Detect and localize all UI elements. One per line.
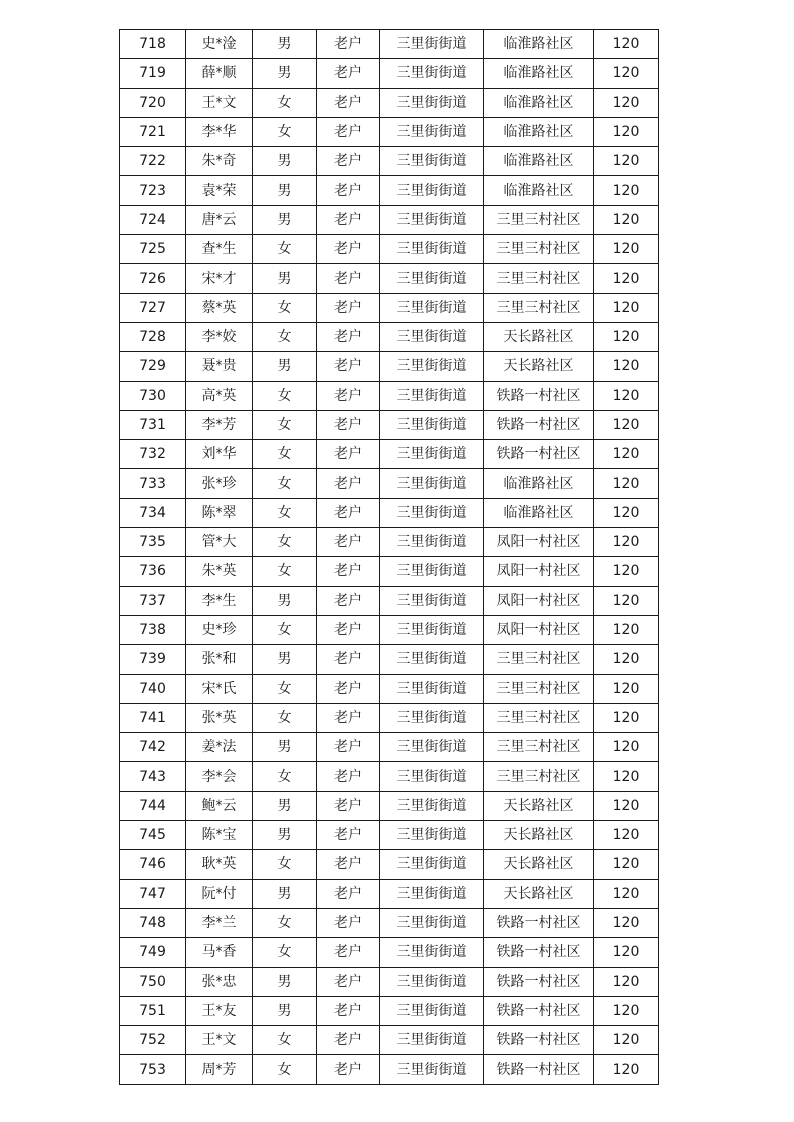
table-row bbox=[120, 147, 659, 176]
table-row bbox=[120, 850, 659, 879]
cell-gender: 女 bbox=[253, 469, 317, 498]
cell-street: 三里街街道 bbox=[380, 645, 484, 674]
cell-name: 李*生 bbox=[186, 586, 253, 615]
cell-type: 老户 bbox=[317, 147, 380, 176]
cell-name: 张*英 bbox=[186, 703, 253, 732]
cell-type: 老户 bbox=[317, 469, 380, 498]
cell-gender: 男 bbox=[253, 791, 317, 820]
cell-no: 739 bbox=[120, 645, 186, 674]
cell-amount: 120 bbox=[594, 440, 659, 469]
cell-amount: 120 bbox=[594, 908, 659, 937]
table-row bbox=[120, 30, 659, 59]
table-row bbox=[120, 469, 659, 498]
table-row bbox=[120, 674, 659, 703]
cell-type: 老户 bbox=[317, 733, 380, 762]
cell-name: 李*华 bbox=[186, 117, 253, 146]
cell-no: 728 bbox=[120, 322, 186, 351]
cell-name: 王*友 bbox=[186, 996, 253, 1025]
cell-community: 三里三村社区 bbox=[484, 205, 594, 234]
cell-type: 老户 bbox=[317, 176, 380, 205]
cell-no: 719 bbox=[120, 59, 186, 88]
cell-type: 老户 bbox=[317, 703, 380, 732]
cell-gender: 女 bbox=[253, 498, 317, 527]
table-row bbox=[120, 821, 659, 850]
cell-community: 三里三村社区 bbox=[484, 264, 594, 293]
cell-no: 749 bbox=[120, 938, 186, 967]
table-row bbox=[120, 205, 659, 234]
cell-amount: 120 bbox=[594, 528, 659, 557]
cell-street: 三里街街道 bbox=[380, 30, 484, 59]
cell-community: 铁路一村社区 bbox=[484, 908, 594, 937]
cell-name: 高*英 bbox=[186, 381, 253, 410]
cell-no: 751 bbox=[120, 996, 186, 1025]
cell-amount: 120 bbox=[594, 235, 659, 264]
cell-type: 老户 bbox=[317, 264, 380, 293]
cell-no: 748 bbox=[120, 908, 186, 937]
cell-amount: 120 bbox=[594, 879, 659, 908]
cell-no: 736 bbox=[120, 557, 186, 586]
table-row bbox=[120, 586, 659, 615]
cell-gender: 女 bbox=[253, 117, 317, 146]
table-row bbox=[120, 938, 659, 967]
cell-street: 三里街街道 bbox=[380, 147, 484, 176]
cell-type: 老户 bbox=[317, 498, 380, 527]
cell-gender: 女 bbox=[253, 557, 317, 586]
cell-type: 老户 bbox=[317, 762, 380, 791]
cell-street: 三里街街道 bbox=[380, 410, 484, 439]
cell-name: 查*生 bbox=[186, 235, 253, 264]
table-row bbox=[120, 322, 659, 351]
cell-gender: 女 bbox=[253, 615, 317, 644]
cell-street: 三里街街道 bbox=[380, 176, 484, 205]
cell-type: 老户 bbox=[317, 381, 380, 410]
cell-no: 733 bbox=[120, 469, 186, 498]
cell-name: 张*忠 bbox=[186, 967, 253, 996]
cell-type: 老户 bbox=[317, 410, 380, 439]
table-row bbox=[120, 352, 659, 381]
cell-name: 阮*付 bbox=[186, 879, 253, 908]
cell-amount: 120 bbox=[594, 381, 659, 410]
table-row bbox=[120, 88, 659, 117]
cell-type: 老户 bbox=[317, 586, 380, 615]
cell-type: 老户 bbox=[317, 645, 380, 674]
cell-name: 张*和 bbox=[186, 645, 253, 674]
cell-street: 三里街街道 bbox=[380, 938, 484, 967]
cell-no: 726 bbox=[120, 264, 186, 293]
cell-name: 耿*英 bbox=[186, 850, 253, 879]
cell-gender: 女 bbox=[253, 440, 317, 469]
table-row bbox=[120, 733, 659, 762]
cell-name: 陈*翠 bbox=[186, 498, 253, 527]
cell-community: 铁路一村社区 bbox=[484, 938, 594, 967]
cell-no: 724 bbox=[120, 205, 186, 234]
cell-street: 三里街街道 bbox=[380, 733, 484, 762]
cell-community: 铁路一村社区 bbox=[484, 967, 594, 996]
cell-no: 731 bbox=[120, 410, 186, 439]
cell-type: 老户 bbox=[317, 235, 380, 264]
cell-no: 753 bbox=[120, 1055, 186, 1084]
records-table bbox=[119, 29, 659, 1085]
cell-no: 722 bbox=[120, 147, 186, 176]
cell-gender: 女 bbox=[253, 762, 317, 791]
table-row bbox=[120, 235, 659, 264]
cell-no: 743 bbox=[120, 762, 186, 791]
cell-community: 天长路社区 bbox=[484, 322, 594, 351]
cell-name: 张*珍 bbox=[186, 469, 253, 498]
cell-name: 袁*荣 bbox=[186, 176, 253, 205]
cell-gender: 女 bbox=[253, 938, 317, 967]
cell-community: 三里三村社区 bbox=[484, 235, 594, 264]
cell-amount: 120 bbox=[594, 703, 659, 732]
cell-amount: 120 bbox=[594, 850, 659, 879]
cell-gender: 男 bbox=[253, 996, 317, 1025]
cell-gender: 女 bbox=[253, 1055, 317, 1084]
table-row bbox=[120, 117, 659, 146]
table-row bbox=[120, 645, 659, 674]
cell-community: 天长路社区 bbox=[484, 879, 594, 908]
table-row bbox=[120, 703, 659, 732]
cell-name: 唐*云 bbox=[186, 205, 253, 234]
table-row bbox=[120, 410, 659, 439]
cell-name: 宋*才 bbox=[186, 264, 253, 293]
cell-type: 老户 bbox=[317, 205, 380, 234]
cell-street: 三里街街道 bbox=[380, 850, 484, 879]
cell-gender: 男 bbox=[253, 586, 317, 615]
cell-no: 721 bbox=[120, 117, 186, 146]
cell-community: 临淮路社区 bbox=[484, 176, 594, 205]
cell-community: 临淮路社区 bbox=[484, 498, 594, 527]
cell-community: 临淮路社区 bbox=[484, 30, 594, 59]
cell-name: 宋*氏 bbox=[186, 674, 253, 703]
table-row bbox=[120, 176, 659, 205]
cell-community: 临淮路社区 bbox=[484, 147, 594, 176]
cell-street: 三里街街道 bbox=[380, 674, 484, 703]
cell-amount: 120 bbox=[594, 293, 659, 322]
cell-street: 三里街街道 bbox=[380, 469, 484, 498]
cell-community: 铁路一村社区 bbox=[484, 1026, 594, 1055]
cell-street: 三里街街道 bbox=[380, 293, 484, 322]
cell-gender: 男 bbox=[253, 30, 317, 59]
cell-name: 马*香 bbox=[186, 938, 253, 967]
cell-amount: 120 bbox=[594, 674, 659, 703]
cell-amount: 120 bbox=[594, 821, 659, 850]
cell-type: 老户 bbox=[317, 1055, 380, 1084]
cell-street: 三里街街道 bbox=[380, 528, 484, 557]
table-row bbox=[120, 293, 659, 322]
cell-no: 752 bbox=[120, 1026, 186, 1055]
cell-name: 聂*贵 bbox=[186, 352, 253, 381]
cell-gender: 男 bbox=[253, 733, 317, 762]
cell-name: 朱*英 bbox=[186, 557, 253, 586]
cell-street: 三里街街道 bbox=[380, 791, 484, 820]
cell-no: 744 bbox=[120, 791, 186, 820]
cell-amount: 120 bbox=[594, 1055, 659, 1084]
cell-community: 天长路社区 bbox=[484, 850, 594, 879]
table-row bbox=[120, 381, 659, 410]
cell-community: 天长路社区 bbox=[484, 821, 594, 850]
cell-no: 742 bbox=[120, 733, 186, 762]
cell-type: 老户 bbox=[317, 615, 380, 644]
cell-street: 三里街街道 bbox=[380, 59, 484, 88]
cell-type: 老户 bbox=[317, 791, 380, 820]
cell-gender: 女 bbox=[253, 674, 317, 703]
cell-community: 三里三村社区 bbox=[484, 645, 594, 674]
cell-type: 老户 bbox=[317, 967, 380, 996]
cell-type: 老户 bbox=[317, 30, 380, 59]
cell-gender: 男 bbox=[253, 176, 317, 205]
cell-gender: 女 bbox=[253, 528, 317, 557]
cell-gender: 女 bbox=[253, 322, 317, 351]
table-row bbox=[120, 615, 659, 644]
cell-name: 李*会 bbox=[186, 762, 253, 791]
cell-gender: 男 bbox=[253, 264, 317, 293]
cell-type: 老户 bbox=[317, 88, 380, 117]
table-row bbox=[120, 498, 659, 527]
cell-gender: 女 bbox=[253, 381, 317, 410]
cell-no: 723 bbox=[120, 176, 186, 205]
table-row bbox=[120, 528, 659, 557]
table-row bbox=[120, 879, 659, 908]
cell-street: 三里街街道 bbox=[380, 1026, 484, 1055]
cell-gender: 男 bbox=[253, 205, 317, 234]
cell-street: 三里街街道 bbox=[380, 703, 484, 732]
cell-amount: 120 bbox=[594, 322, 659, 351]
cell-no: 745 bbox=[120, 821, 186, 850]
cell-no: 737 bbox=[120, 586, 186, 615]
cell-amount: 120 bbox=[594, 791, 659, 820]
cell-amount: 120 bbox=[594, 586, 659, 615]
cell-community: 铁路一村社区 bbox=[484, 410, 594, 439]
cell-street: 三里街街道 bbox=[380, 908, 484, 937]
cell-street: 三里街街道 bbox=[380, 352, 484, 381]
cell-street: 三里街街道 bbox=[380, 1055, 484, 1084]
table-row bbox=[120, 1055, 659, 1084]
cell-community: 凤阳一村社区 bbox=[484, 528, 594, 557]
cell-no: 725 bbox=[120, 235, 186, 264]
cell-type: 老户 bbox=[317, 293, 380, 322]
cell-amount: 120 bbox=[594, 1026, 659, 1055]
cell-amount: 120 bbox=[594, 615, 659, 644]
cell-type: 老户 bbox=[317, 440, 380, 469]
cell-type: 老户 bbox=[317, 996, 380, 1025]
cell-gender: 男 bbox=[253, 967, 317, 996]
cell-street: 三里街街道 bbox=[380, 586, 484, 615]
cell-no: 732 bbox=[120, 440, 186, 469]
cell-name: 王*文 bbox=[186, 1026, 253, 1055]
cell-street: 三里街街道 bbox=[380, 440, 484, 469]
cell-street: 三里街街道 bbox=[380, 117, 484, 146]
cell-type: 老户 bbox=[317, 1026, 380, 1055]
cell-name: 史*珍 bbox=[186, 615, 253, 644]
cell-amount: 120 bbox=[594, 176, 659, 205]
cell-amount: 120 bbox=[594, 264, 659, 293]
cell-gender: 女 bbox=[253, 293, 317, 322]
cell-no: 741 bbox=[120, 703, 186, 732]
cell-name: 史*淦 bbox=[186, 30, 253, 59]
cell-street: 三里街街道 bbox=[380, 381, 484, 410]
cell-name: 周*芳 bbox=[186, 1055, 253, 1084]
cell-amount: 120 bbox=[594, 762, 659, 791]
cell-community: 铁路一村社区 bbox=[484, 1055, 594, 1084]
cell-gender: 男 bbox=[253, 59, 317, 88]
cell-community: 临淮路社区 bbox=[484, 469, 594, 498]
cell-street: 三里街街道 bbox=[380, 88, 484, 117]
cell-amount: 120 bbox=[594, 938, 659, 967]
cell-name: 李*姣 bbox=[186, 322, 253, 351]
cell-type: 老户 bbox=[317, 117, 380, 146]
cell-community: 凤阳一村社区 bbox=[484, 586, 594, 615]
cell-no: 727 bbox=[120, 293, 186, 322]
cell-name: 刘*华 bbox=[186, 440, 253, 469]
cell-gender: 男 bbox=[253, 821, 317, 850]
cell-type: 老户 bbox=[317, 674, 380, 703]
cell-amount: 120 bbox=[594, 88, 659, 117]
cell-type: 老户 bbox=[317, 557, 380, 586]
cell-name: 鲍*云 bbox=[186, 791, 253, 820]
cell-gender: 男 bbox=[253, 147, 317, 176]
cell-gender: 女 bbox=[253, 908, 317, 937]
table-row bbox=[120, 762, 659, 791]
cell-amount: 120 bbox=[594, 498, 659, 527]
cell-gender: 女 bbox=[253, 88, 317, 117]
cell-gender: 女 bbox=[253, 703, 317, 732]
cell-community: 三里三村社区 bbox=[484, 293, 594, 322]
cell-amount: 120 bbox=[594, 557, 659, 586]
cell-type: 老户 bbox=[317, 908, 380, 937]
cell-street: 三里街街道 bbox=[380, 557, 484, 586]
cell-type: 老户 bbox=[317, 528, 380, 557]
records-table-body bbox=[120, 30, 659, 1085]
cell-no: 747 bbox=[120, 879, 186, 908]
cell-name: 李*兰 bbox=[186, 908, 253, 937]
cell-name: 姜*法 bbox=[186, 733, 253, 762]
cell-no: 730 bbox=[120, 381, 186, 410]
cell-name: 朱*奇 bbox=[186, 147, 253, 176]
cell-gender: 女 bbox=[253, 850, 317, 879]
table-row bbox=[120, 996, 659, 1025]
cell-type: 老户 bbox=[317, 879, 380, 908]
cell-gender: 男 bbox=[253, 352, 317, 381]
cell-street: 三里街街道 bbox=[380, 967, 484, 996]
cell-gender: 女 bbox=[253, 410, 317, 439]
cell-street: 三里街街道 bbox=[380, 322, 484, 351]
cell-street: 三里街街道 bbox=[380, 879, 484, 908]
cell-type: 老户 bbox=[317, 352, 380, 381]
cell-gender: 男 bbox=[253, 645, 317, 674]
table-row bbox=[120, 1026, 659, 1055]
cell-amount: 120 bbox=[594, 967, 659, 996]
cell-amount: 120 bbox=[594, 205, 659, 234]
cell-name: 王*文 bbox=[186, 88, 253, 117]
cell-no: 734 bbox=[120, 498, 186, 527]
cell-type: 老户 bbox=[317, 322, 380, 351]
cell-type: 老户 bbox=[317, 850, 380, 879]
cell-street: 三里街街道 bbox=[380, 264, 484, 293]
cell-name: 李*芳 bbox=[186, 410, 253, 439]
cell-amount: 120 bbox=[594, 59, 659, 88]
cell-amount: 120 bbox=[594, 147, 659, 176]
table-row bbox=[120, 967, 659, 996]
cell-community: 三里三村社区 bbox=[484, 762, 594, 791]
cell-no: 750 bbox=[120, 967, 186, 996]
cell-amount: 120 bbox=[594, 733, 659, 762]
cell-street: 三里街街道 bbox=[380, 615, 484, 644]
cell-gender: 女 bbox=[253, 235, 317, 264]
cell-no: 735 bbox=[120, 528, 186, 557]
cell-community: 铁路一村社区 bbox=[484, 440, 594, 469]
cell-type: 老户 bbox=[317, 59, 380, 88]
cell-type: 老户 bbox=[317, 821, 380, 850]
cell-name: 陈*宝 bbox=[186, 821, 253, 850]
cell-street: 三里街街道 bbox=[380, 205, 484, 234]
cell-amount: 120 bbox=[594, 410, 659, 439]
cell-gender: 女 bbox=[253, 1026, 317, 1055]
cell-community: 凤阳一村社区 bbox=[484, 557, 594, 586]
cell-amount: 120 bbox=[594, 469, 659, 498]
cell-no: 740 bbox=[120, 674, 186, 703]
cell-community: 天长路社区 bbox=[484, 791, 594, 820]
table-row bbox=[120, 440, 659, 469]
cell-no: 729 bbox=[120, 352, 186, 381]
cell-street: 三里街街道 bbox=[380, 235, 484, 264]
cell-community: 三里三村社区 bbox=[484, 733, 594, 762]
cell-street: 三里街街道 bbox=[380, 762, 484, 791]
cell-name: 薛*顺 bbox=[186, 59, 253, 88]
cell-community: 临淮路社区 bbox=[484, 117, 594, 146]
cell-no: 746 bbox=[120, 850, 186, 879]
table-row bbox=[120, 59, 659, 88]
cell-no: 738 bbox=[120, 615, 186, 644]
cell-street: 三里街街道 bbox=[380, 498, 484, 527]
cell-community: 铁路一村社区 bbox=[484, 381, 594, 410]
table-row bbox=[120, 908, 659, 937]
cell-amount: 120 bbox=[594, 352, 659, 381]
cell-gender: 男 bbox=[253, 879, 317, 908]
cell-community: 铁路一村社区 bbox=[484, 996, 594, 1025]
cell-name: 蔡*英 bbox=[186, 293, 253, 322]
cell-amount: 120 bbox=[594, 117, 659, 146]
cell-amount: 120 bbox=[594, 996, 659, 1025]
cell-amount: 120 bbox=[594, 30, 659, 59]
cell-amount: 120 bbox=[594, 645, 659, 674]
table-row bbox=[120, 557, 659, 586]
table-row bbox=[120, 791, 659, 820]
table-row bbox=[120, 264, 659, 293]
cell-community: 临淮路社区 bbox=[484, 88, 594, 117]
cell-type: 老户 bbox=[317, 938, 380, 967]
cell-community: 凤阳一村社区 bbox=[484, 615, 594, 644]
cell-name: 管*大 bbox=[186, 528, 253, 557]
cell-no: 720 bbox=[120, 88, 186, 117]
cell-street: 三里街街道 bbox=[380, 821, 484, 850]
cell-no: 718 bbox=[120, 30, 186, 59]
cell-community: 临淮路社区 bbox=[484, 59, 594, 88]
cell-street: 三里街街道 bbox=[380, 996, 484, 1025]
cell-community: 三里三村社区 bbox=[484, 703, 594, 732]
cell-community: 三里三村社区 bbox=[484, 674, 594, 703]
cell-community: 天长路社区 bbox=[484, 352, 594, 381]
